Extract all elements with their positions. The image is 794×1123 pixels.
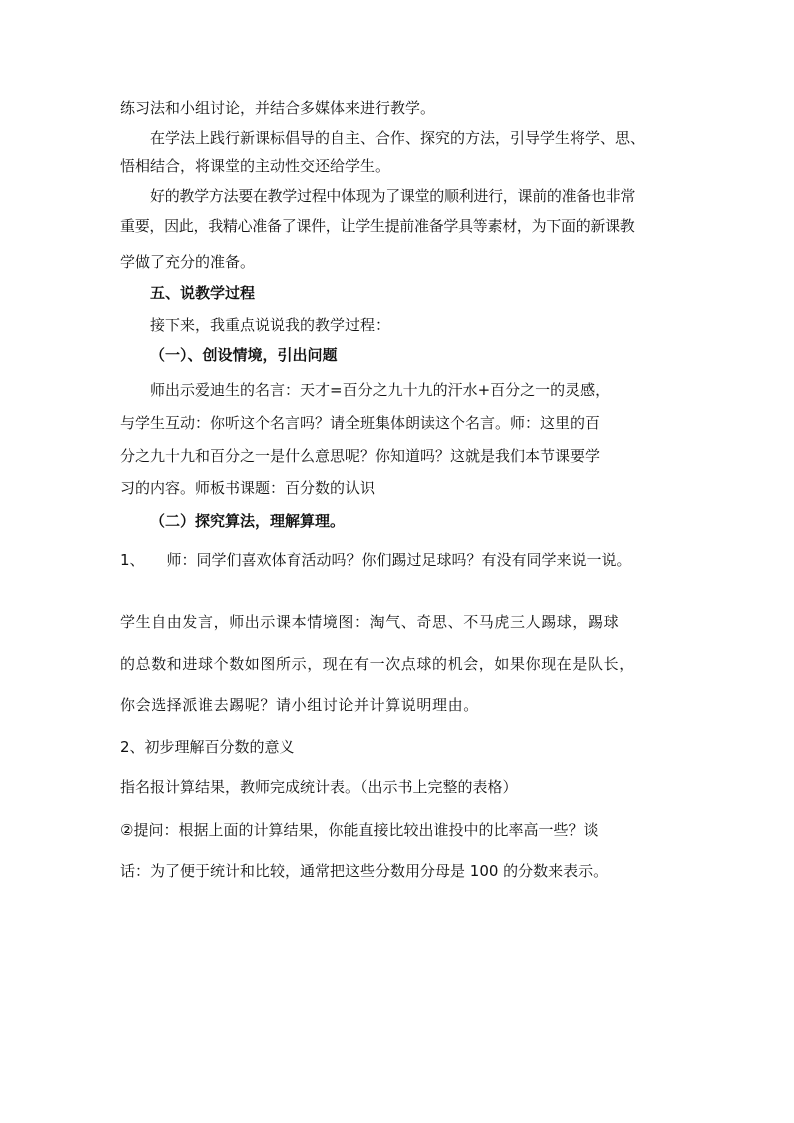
paragraph-line: 接下来，我重点说说我的教学过程： <box>150 316 391 334</box>
paragraph-line: 练习法和小组讨论，并结合多媒体来进行教学。 <box>120 99 436 117</box>
paragraph-line: 指名报计算结果，教师完成统计表。（出示书上完整的表格） <box>120 778 518 796</box>
paragraph-line: 与学生互动：你听这个名言吗？请全班集体朗读这个名言。师：这里的百 <box>120 414 601 432</box>
section-heading: 五、说教学过程 <box>150 284 256 302</box>
subsection-heading: （二）探究算法，理解算理。 <box>150 512 346 530</box>
subsection-heading: （一）、创设情境，引出问题 <box>150 346 338 364</box>
paragraph-line: ②提问：根据上面的计算结果，你能直接比较出谁投中的比率高一些？谈 <box>120 821 599 839</box>
numbered-item <box>120 550 632 570</box>
paragraph-line: 师出示爱迪生的名言：天才=百分之九十九的汗水+百分之一的灵感， <box>150 381 611 399</box>
paragraph-line: 学生自由发言，师出示课本情境图：淘气、奇思、不马虎三人踢球，踢球 <box>120 613 620 631</box>
paragraph-line: 分之九十九和百分之一是什么意思呢？你知道吗？这就是我们本节课要学 <box>120 447 601 465</box>
paragraph-line: 在学法上践行新课标倡导的自主、合作、探究的方法，引导学生将学、思、 <box>150 129 646 147</box>
paragraph-line: 好的教学方法要在教学过程中体现为了课堂的顺利进行，课前的准备也非常 <box>150 187 636 205</box>
item-number: 1、 <box>120 551 145 569</box>
paragraph-line: 重要，因此，我精心准备了课件，让学生提前准备学具等素材，为下面的新课教 <box>120 217 635 235</box>
paragraph-line: 习的内容。师板书课题：百分数的认识 <box>120 479 376 497</box>
paragraph-line: 学做了充分的准备。 <box>120 253 256 271</box>
paragraph-line: 的总数和进球个数如图所示，现在有一次点球的机会，如果你现在是队长， <box>120 655 635 673</box>
paragraph-line: 你会选择派谁去踢呢？请小组讨论并计算说明理由。 <box>120 696 479 714</box>
paragraph-line: 悟相结合，将课堂的主动性交还给学生。 <box>120 157 391 175</box>
paragraph-line: 2、初步理解百分数的意义 <box>120 738 295 756</box>
item-text: 师：同学们喜欢体育活动吗？你们踢过足球吗？有没有同学来说一说。 <box>166 551 632 569</box>
paragraph-line: 话：为了便于统计和比较，通常把这些分数用分母是 100 的分数来表示。 <box>120 862 609 880</box>
